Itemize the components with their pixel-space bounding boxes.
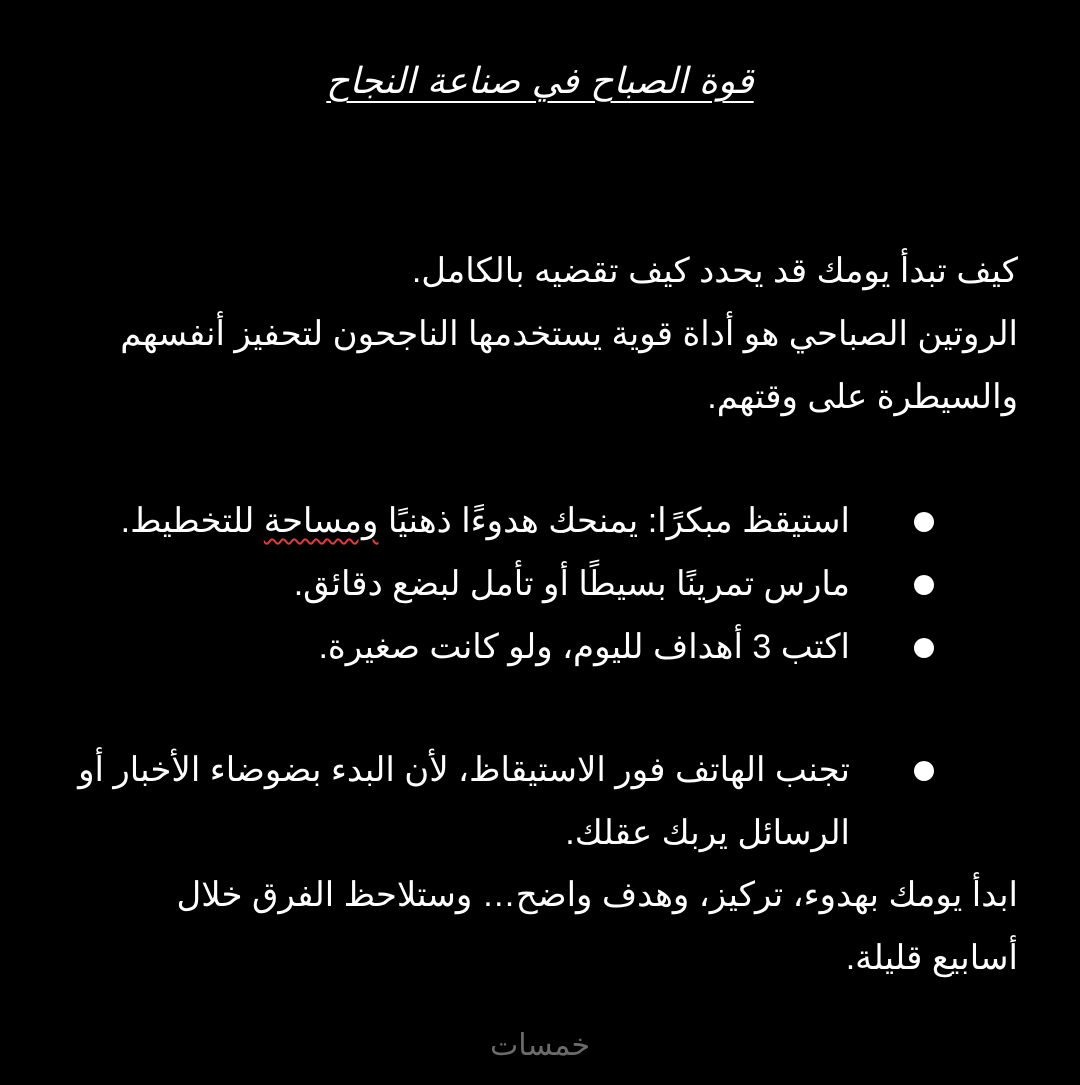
spellcheck-flagged-word: ومساحة (263, 502, 379, 540)
list-item-text-start: استيقظ مبكرًا: يمنحك هدوءًا ذهنيًا (378, 502, 850, 540)
list-item (0, 553, 1080, 616)
intro-line-2: الروتين الصباحي هو أداة قوية يستخدمها الناجحون لتحفيز أنفسهم والسيطرة على وقتهم. (120, 315, 1018, 416)
closing-text: ابدأ يومك بهدوء، تركيز، وهدف واضح… وستلاحظ الفرق خلال أسابيع قليلة. (176, 876, 1018, 977)
list-item (0, 616, 1080, 679)
bullet-dot-icon (914, 638, 934, 658)
document-title-text: قوة الصباح في صناعة النجاح (326, 61, 754, 102)
list-item (0, 490, 1080, 553)
intro-line-1: كيف تبدأ يومك قد يحدد كيف تقضيه بالكامل. (411, 252, 1018, 290)
list-item-text: اكتب 3 أهداف لليوم، ولو كانت صغيرة. (318, 628, 850, 666)
document-title (0, 52, 1080, 112)
intro-paragraph (118, 240, 1018, 429)
bullet-dot-icon (914, 761, 934, 781)
list-item-text: تجنب الهاتف فور الاستيقاظ، لأن البدء بضوضاء الأخبار أو الرسائل يربك عقلك. (78, 751, 850, 852)
watermark-text: خمسات (489, 1028, 591, 1063)
closing-paragraph (118, 864, 1018, 990)
bullet-dot-icon (914, 512, 934, 532)
tips-list (0, 490, 1080, 865)
bullet-dot-icon (914, 575, 934, 595)
list-item (0, 739, 1080, 865)
list-item-text-end: للتخطيط. (120, 502, 264, 540)
watermark-logo (0, 1028, 1080, 1063)
list-item-text: مارس تمرينًا بسيطًا أو تأمل لبضع دقائق. (293, 565, 850, 603)
